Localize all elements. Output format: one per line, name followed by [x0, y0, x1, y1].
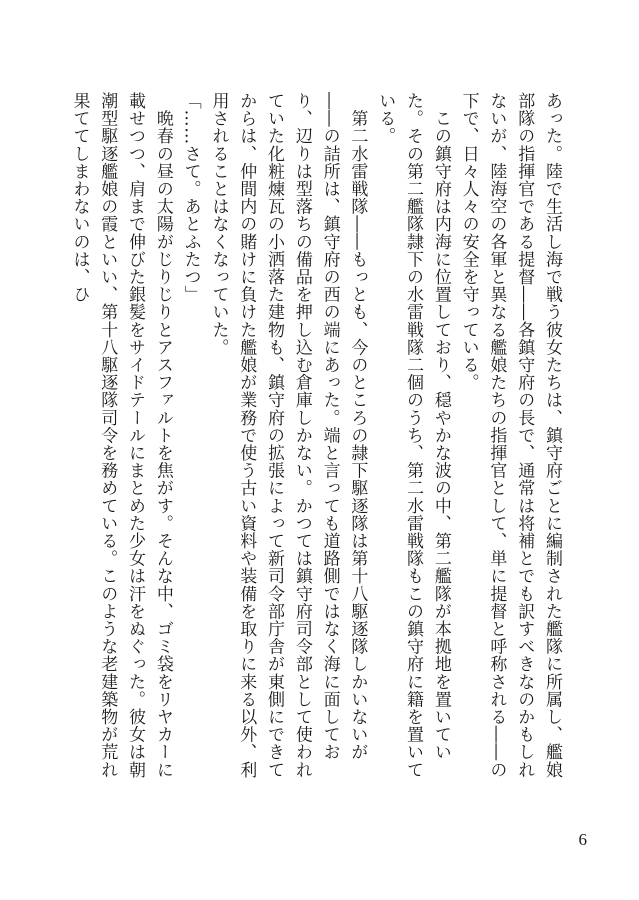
paragraph: この鎮守府は内海に位置しており、穏やかな波の中、第二艦隊が本拠地を置いていた。その第二艦隊隷下の水雷戦隊二個のうち、第二水雷戦隊もこの鎮守府に籍を置いている。 [375, 92, 451, 779]
page-number: 6 [578, 830, 587, 849]
paragraph: あった。陸で生活し海で戦う彼女たちは、鎮守府ごとに編制された艦隊に所属し、艦娘部隊の指揮官である提督――各鎮守府の長で、通常は将補とでも訳すべきなのかもしれないが、陸海空の各軍と異なる艦娘たちの指揮官として、単に提督と呼称される――の下で、日々人々の安全を守っている。 [458, 92, 562, 779]
vertical-text-body [45, 92, 565, 792]
paragraph: 第二水雷戦隊――もっとも、今のところの隷下駆逐隊は第十八駆逐隊しかいないが――の詰所は、鎮守府の西の端にあった。端と言っても道路側ではなく海に面しており、辺りは型落ちの備品を押し込む倉庫しかない。かつては鎮守府司令部として使われていた化粧煉瓦の小洒落た建物も、鎮守府の拡張によって新司令部庁舎が東側にできてからは、仲間内の賭けに負けた艦娘が業務で使う古い資料や装備を取りに来る以外、利用されることはなくなっていた。 [208, 92, 368, 779]
paragraph: 晩春の昼の太陽がじりじりとアスファルトを焦がす。そんな中、ゴミ袋をリヤカーに載せつつ、肩まで伸びた銀髪をサイドテールにまとめた少女は汗をぬぐった。彼女は朝潮型駆逐艦娘の霞といい、第十八駆逐隊司令を務めている。このような老建築物が荒れ果ててしまわないのは、ひ [69, 92, 173, 779]
paragraph: 「……さて。あとふたつ」 [180, 92, 201, 304]
